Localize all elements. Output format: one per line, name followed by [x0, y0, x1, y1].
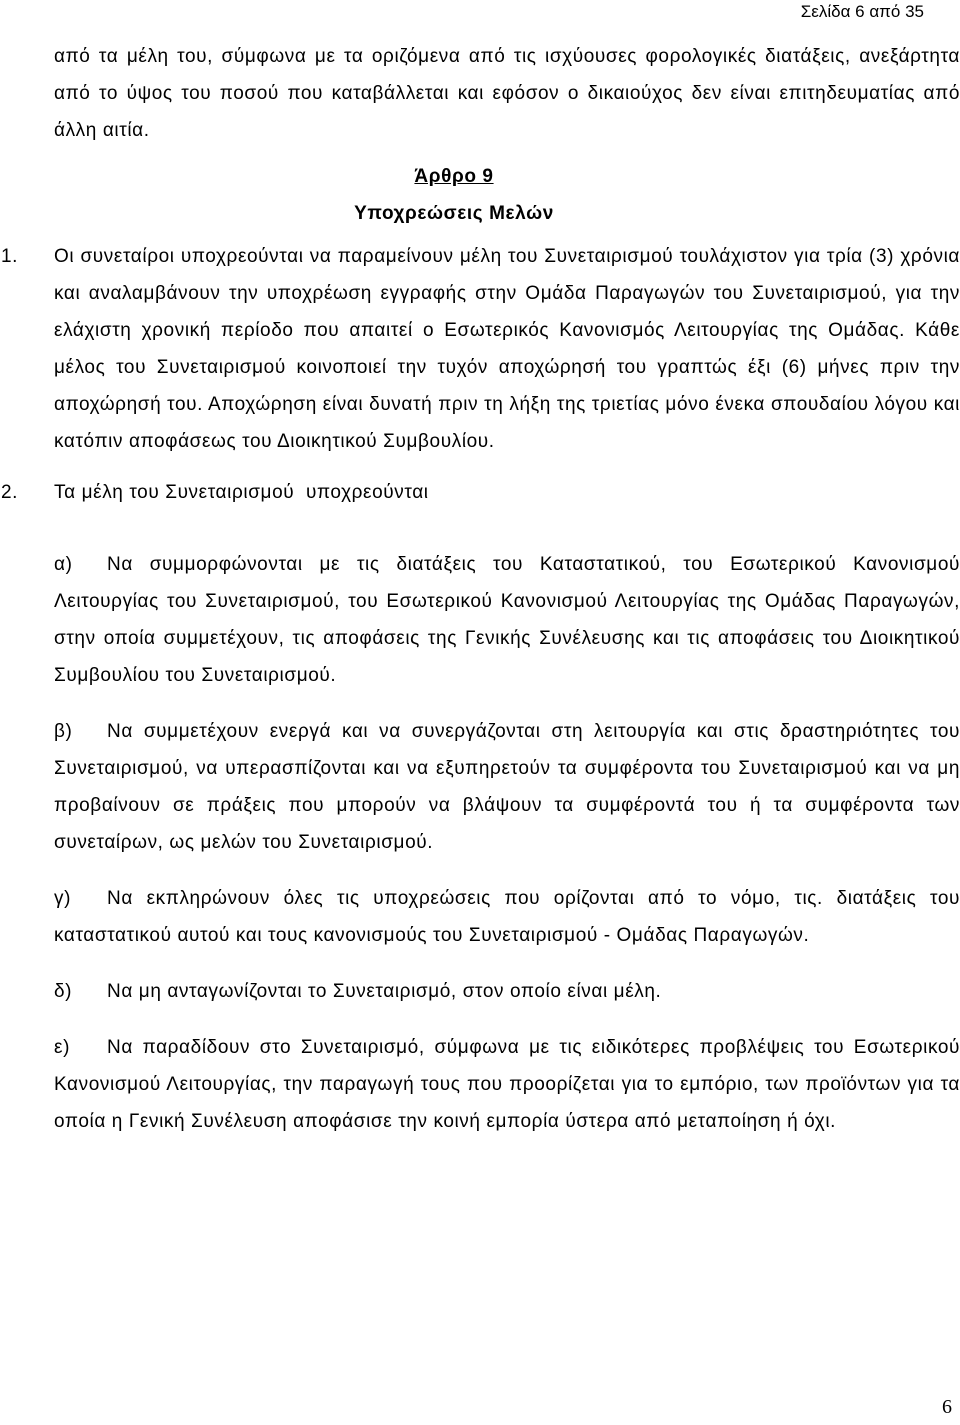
article-title: Υποχρεώσεις Μελών [354, 203, 554, 224]
numbered-item-1 [1, 238, 960, 460]
sub-item-a [54, 546, 960, 694]
sub-item-label: ε) [54, 1037, 70, 1058]
sub-item-label: δ) [54, 981, 73, 1002]
sub-item-paragraph [54, 973, 960, 1010]
numbered-item-2 [1, 474, 960, 511]
sub-item-label: α) [54, 554, 73, 575]
sub-item-b [54, 713, 960, 861]
sub-item-paragraph [54, 546, 960, 694]
sub-item-d [54, 973, 960, 1010]
item-text: Οι συνεταίροι υποχρεούνται να παραμείνουν μέλη του Συνεταιρισμού τουλάχιστον για τρία (3) χρόνια και αναλαμβάνουν την υποχρέωση εγγραφής στην Ομάδα Παραγωγών του Συνεταιρισμού, για την ελάχιστη χρονική περίοδο που απαιτεί ο Εσωτερικός Κανονισμός Λειτουργίας της Ομάδας. Κάθε μέλος του Συνεταιρισμού κοινοποιεί την τυχόν αποχώρησή του γραπτώς έξι (6) μήνες πριν την αποχώρησή του. Αποχώρηση είναι δυνατή πριν τη λήξη της τριετίας μόνο ένεκα σπουδαίου λόγου και κατόπιν αποφάσεως του Διοικητικού Συμβουλίου. [54, 246, 960, 452]
sub-item-text: Να παραδίδουν στο Συνεταιρισμό, σύμφωνα με τις ειδικότερες προβλέψεις του Εσωτερικού Κανονισμού Λειτουργίας, την παραγωγή τους που προορίζεται για το εμπόριο, των προϊόντων για τα οποία η Γενική Συνέλευση αποφάσισε την κοινή εμπορία ύστερα από μεταποίηση ή όχι. [54, 1037, 960, 1132]
sub-item-text: Να μη ανταγωνίζονται το Συνεταιρισμό, στον οποίο είναι μέλη. [107, 981, 662, 1002]
sub-item-paragraph [54, 713, 960, 861]
sub-item-text: Να εκπληρώνουν όλες τις υποχρεώσεις που ορίζονται από το νόμο, τις. διατάξεις του καταστατικού αυτού και τους κανονισμούς του Συνεταιρισμού - Ομάδας Παραγωγών. [54, 888, 960, 946]
sub-item-paragraph [54, 880, 960, 954]
sub-item-paragraph [54, 1029, 960, 1140]
sub-item-label: γ) [54, 888, 72, 909]
sub-item-label: β) [54, 721, 73, 742]
item-number: 1. [1, 246, 19, 267]
document-body [1, 38, 960, 1140]
sub-item-text: Να συμμορφώνονται με τις διατάξεις του Καταστατικού, του Εσωτερικού Κανονισμού Λειτουργίας του Συνεταιρισμού, του Εσωτερικού Κανονισμού Λειτουργίας της Ομάδας Παραγωγών, στην οποία συμμετέχουν, τις αποφάσεις της Γενικής Συνέλευσης και τις αποφάσεις του Διοικητικού Συμβουλίου του Συνεταιρισμού. [54, 554, 960, 686]
intro-paragraph: από τα μέλη του, σύμφωνα με τα οριζόμενα από τις ισχύουσες φορολογικές διατάξεις, ανεξάρτητα από το ύψος του ποσού που καταβάλλεται και εφόσον ο δικαιούχος δεν είναι επιτηδευματίας από άλλη αιτία. [54, 46, 960, 141]
sub-item-e [54, 1029, 960, 1140]
article-number: Άρθρο 9 [414, 166, 494, 187]
item-text: Τα μέλη του Συνεταιρισμού υποχρεούνται [54, 482, 429, 503]
item-number: 2. [1, 482, 19, 503]
sub-item-text: Να συμμετέχουν ενεργά και να συνεργάζονται στη λειτουργία και στις δραστηριότητες του Συνεταιρισμού, να υπερασπίζονται και να εξυπηρετούν τα συμφέροντα του Συνεταιρισμού και να μη προβαίνουν σε πράξεις που μπορούν να βλάψουν τα συμφέροντά του ή τα συμφέροντα των συνεταίρων, ως μελών του Συνεταιρισμού. [54, 721, 960, 853]
sub-item-c [54, 880, 960, 954]
page-header-label: Σελίδα 6 από 35 [800, 2, 924, 21]
page-number: 6 [942, 1396, 952, 1418]
